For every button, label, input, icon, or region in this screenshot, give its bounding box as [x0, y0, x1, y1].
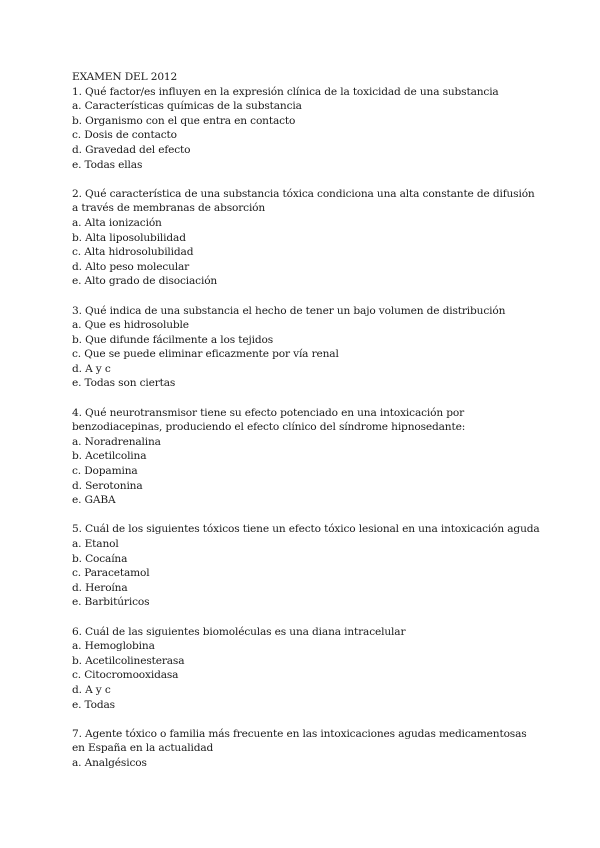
answer-option: a. Hemoglobina [72, 640, 155, 653]
question-text: 2. Qué característica de una substancia tóxica condiciona una alta constante de difusión a través de membranas de absorción [72, 187, 535, 215]
answer-option: e. Todas [72, 698, 115, 711]
answer-option: e. Barbitúricos [72, 596, 150, 609]
answer-option: c. Citocromooxidasa [72, 669, 179, 682]
question-2 [72, 187, 542, 289]
answer-option: a. Noradrenalina [72, 435, 161, 448]
question-text: 3. Qué indica de una substancia el hecho de tener un bajo volumen de distribución [72, 304, 506, 317]
answer-option: b. Alta liposolubilidad [72, 231, 186, 244]
question-7 [72, 727, 542, 771]
answer-option: e. GABA [72, 494, 116, 507]
answer-option: a. Etanol [72, 538, 119, 550]
answer-option: d. A y c [72, 362, 111, 375]
answer-option: c. Dopamina [72, 465, 138, 478]
answer-option: b. Que difunde fácilmente a los tejidos [72, 333, 273, 346]
question-text: 7. Agente tóxico o familia más frecuente en las intoxicaciones agudas medicamentosas en España en la actualidad [72, 727, 527, 755]
answer-option: c. Alta hidrosolubilidad [72, 246, 194, 259]
answer-option: b. Acetilcolina [72, 450, 147, 463]
answer-option: d. Heroína [72, 581, 128, 594]
answer-option: e. Todas son ciertas [72, 377, 176, 390]
answer-option: a. Alta ionización [72, 216, 162, 229]
answer-option: c. Que se puede eliminar eficazmente por vía renal [72, 348, 339, 361]
answer-option: a. Analgésicos [72, 756, 147, 769]
answer-option: d. A y c [72, 683, 111, 696]
answer-option: e. Todas ellas [72, 158, 143, 171]
question-4 [72, 406, 542, 508]
question-text: 4. Qué neurotransmisor tiene su efecto potenciado en una intoxicación por benzodiacepinas, produciendo el efecto clínico del síndrome hipnosedante: [72, 406, 466, 434]
exam-page [72, 70, 542, 785]
question-5 [72, 522, 542, 610]
question-list [72, 85, 542, 771]
question-text: 6. Cuál de las siguientes biomoléculas es una diana intracelular [72, 625, 406, 638]
answer-option: b. Organismo con el que entra en contacto [72, 114, 296, 127]
answer-option: d. Serotonina [72, 479, 143, 492]
answer-option: b. Cocaína [72, 552, 128, 565]
answer-option: a. Que es hidrosoluble [72, 319, 189, 332]
answer-option: c. Dosis de contacto [72, 129, 177, 142]
question-6 [72, 625, 542, 713]
question-3 [72, 304, 542, 392]
answer-option: e. Alto grado de disociación [72, 275, 218, 288]
answer-option: b. Acetilcolinesterasa [72, 654, 185, 667]
answer-option: d. Alto peso molecular [72, 260, 190, 273]
answer-option: a. Características químicas de la substancia [72, 100, 302, 113]
exam-title: EXAMEN DEL 2012 [72, 71, 178, 83]
question-1 [72, 85, 542, 173]
answer-option: d. Gravedad del efecto [72, 143, 191, 156]
answer-option: c. Paracetamol [72, 567, 150, 580]
question-text: 1. Qué factor/es influyen en la expresión clínica de la toxicidad de una substancia [72, 85, 499, 98]
question-text: 5. Cuál de los siguientes tóxicos tiene un efecto tóxico lesional en una intoxicación aguda [72, 523, 540, 536]
